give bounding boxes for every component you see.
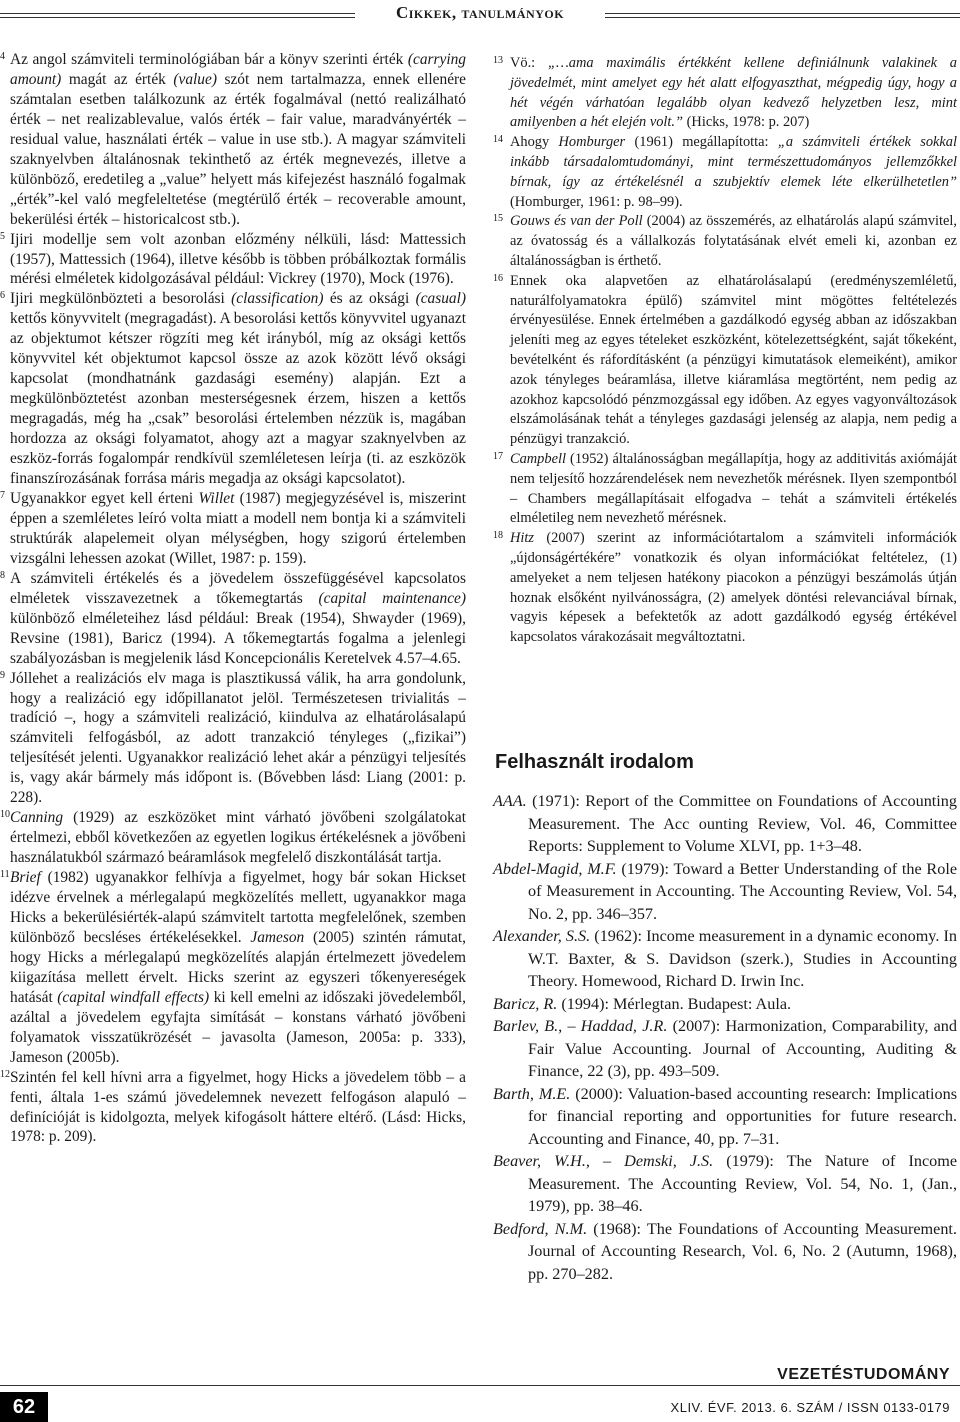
footnote-number: 14 (493, 134, 503, 146)
page-number: 62 (0, 1392, 48, 1422)
footnote-5 (0, 230, 466, 290)
reference-details: (1962): Income measurement in a dynamic economy. In W.T. Baxter, & S. Davidson (szerk.), Studies in Accounting Theory. Homewood, Richard D. Irwin Inc. (528, 927, 957, 990)
reference-entry (493, 1150, 957, 1218)
footnote-number: 7 (0, 489, 5, 501)
footnote-14 (493, 133, 957, 212)
footnote-text: (Hicks, 1978: p. 207) (683, 114, 810, 131)
reference-author: AAA. (493, 792, 527, 810)
footnote-number: 15 (493, 213, 503, 225)
footnote-text: Canning (10, 809, 64, 827)
right-column-footnotes (493, 54, 957, 648)
footnote-17 (493, 450, 957, 529)
footnote-text: Ugyanakkor egyet kell érteni (10, 489, 199, 507)
footnote-18 (493, 529, 957, 648)
footnote-number: 8 (0, 569, 5, 581)
footnote-text: (classification) (231, 290, 324, 308)
footnote-text: (value) (173, 70, 217, 88)
footnote-6 (0, 289, 466, 489)
reference-author: Baricz, R. (493, 994, 558, 1013)
footnote-text: Gouws és van der Poll (510, 213, 643, 230)
reference-entry (493, 925, 957, 993)
reference-entry (493, 790, 957, 858)
footnote-text: Willet (198, 489, 235, 507)
reference-list (493, 790, 957, 1285)
footnote-text: (capital maintenance) (318, 589, 466, 607)
reference-details: (2000): Valuation-based accounting research: Implications for financial reporting and opportunities for future research. Accounting and Finance, 40, pp. 7–31. (528, 1084, 957, 1148)
reference-details: (2007): Harmonization, Comparability, and Fair Value Accounting. Journal of Accounting, Auditing & Finance, 22 (3), pp. 493–509. (528, 1017, 957, 1080)
footnote-text: Homburger (558, 134, 626, 151)
issue-info: XLIV. ÉVF. 2013. 6. SZÁM / ISSN 0133-0179 (670, 1400, 950, 1415)
footnote-text: (carrying amount) (10, 51, 466, 88)
footnote-8 (0, 569, 466, 669)
reference-entry (493, 1015, 957, 1083)
footnote-4 (0, 50, 466, 230)
footnote-text: Ijiri megkülönbözteti a besorolási (10, 290, 232, 308)
footnote-text: és az oksági (323, 290, 416, 308)
footnote-text: Hitz (510, 530, 534, 547)
footnote-text: Vö.: (510, 55, 548, 71)
footnote-text: (1982) ugyanakkor felhívja a figyelmet, hogy bár sokan Hickset idézve érvelnek a mérlegalapú megközelítés mellett, ugyanakkor maga Hicks a bekerülésiérték-alapú számvitelt tartotta megfelelőnek, szemben különböző becsléses értékelésekkel. (10, 869, 466, 946)
reference-entry (493, 1218, 957, 1286)
footnote-text: kettős könyvvitelt (megragadást). A besorolási kettős könyvvitel ugyanazt az objektumot kétszer rögzíti meg két irányból, míg az oksági kettős könyvvitel két objektumot kapcsol össze az azok között lévő oksági kapcsolat (mondhatnánk gazdasági esemény) alapján. Ezt a megkülönböztetést azonban mesterségesnek érzem, hiszen a kettős megragadás, még ha „csak” besorolási értelemben nézzük is, magában hordozza az oksági folyamatot, ahogy azt a magyar szaknyelvben az eszköz-forrás fogalompár rendkívül szemléletesen leírja (ti. az eszközök finanszírozásának forrása máris megadja az oksági kapcsolatot). (10, 310, 466, 488)
footnote-9 (0, 669, 466, 809)
footnote-7 (0, 489, 466, 569)
footnote-number: 12 (0, 1068, 10, 1080)
footnote-16 (493, 272, 957, 450)
reference-author: Barlev, B., – Haddad, J.R. (493, 1017, 668, 1035)
footnote-text: (1987) megjegyzésével is, miszerint éppen a szemléletes leíró volta miatt a modell nem bontja ki a számviteli struktúrák alapelemeit olyan mélységben, hogy szigorú értelemben vizsgálni lehessen azokat (Willet, 1987: p. 159). (10, 489, 466, 567)
footnote-number: 10 (0, 809, 10, 821)
footnote-text: „a számviteli értékek sokkal inkább társadalomtudományi, mint természettudományos jellemzőkkel bírnak, így az értékelésnél a szubjektív elemek léte elkerülhetetlen” (510, 134, 957, 190)
footnote-text: (2004) az összemérés, az elhatárolás alapú számvitel, az óvatosság és a vállalkozás folytatásának elvét emeli ki, azonban ez általánosságban is érthető. (510, 213, 957, 269)
reference-author: Alexander, S.S. (493, 927, 591, 945)
footnote-text: különböző elméleteihez lásd például: Break (1954), Shwayder (1969), Revsine (1981), Baricz (1994). A tőkemegtartás fogalma a jelenlegi szabályozásban is megjelenik lásd Koncepcionális Keretelvek 4.57–4.65. (10, 609, 466, 667)
footnote-12 (0, 1068, 466, 1148)
footnote-13 (493, 54, 957, 133)
reference-details: (1979): Toward a Better Understanding of the Role of Measurement in Accounting. The Accounting Review, Vol. 54, No. 2, pp. 346–357. (528, 859, 957, 923)
footnote-text: (2005) szintén rámutat, hogy Hicks a mérlegalapú megközelítés alapján értelmezett jövedelem kiigazítása mellett érvelt. Hicks szerint az egyszeri tőkenyereségek hatását (10, 928, 466, 1006)
header-rule-left (0, 13, 355, 18)
footnote-text: A számviteli értékelés és a jövedelem összefüggésével kapcsolatos elméletek visszavezetnek a tőkemegtartás (10, 569, 466, 607)
reference-entry (493, 1083, 957, 1151)
footnote-11 (0, 868, 466, 1068)
footnote-text: Jameson (250, 928, 305, 946)
left-column-footnotes (0, 50, 466, 1147)
reference-entry (493, 993, 957, 1016)
footnote-number: 5 (0, 230, 5, 242)
footnote-number: 16 (493, 272, 503, 284)
journal-name: VEZETÉSTUDOMÁNY (777, 1366, 950, 1383)
footnote-number: 9 (0, 669, 5, 681)
footnote-text: Az angol számviteli terminológiában bár a könyv szerinti érték (10, 51, 408, 68)
footnote-number: 11 (0, 869, 10, 881)
footnote-text: magát az érték (61, 70, 174, 88)
footnote-text: (1952) általánosságban megállapítja, hogy az additivitás axiómáját nem teljesítő hozzárendelések nem nevezhetők mérésnek. Ilyen szempontból – Chambers megállapításait elfogadva – tehát a számviteli értékelés elméletileg nem nevezhető mérésnek. (510, 450, 957, 527)
footnote-10 (0, 808, 466, 868)
running-header (0, 2, 960, 28)
footnote-text: Ahogy (510, 134, 559, 151)
footnote-number: 17 (493, 450, 503, 462)
reference-author: Bedford, N.M. (493, 1219, 588, 1238)
reference-details: (1968): The Foundations of Accounting Measurement. Journal of Accounting Research, Vol. 6, No. 2 (Autumn, 1968), pp. 270–282. (528, 1219, 957, 1283)
reference-author: Abdel-Magid, M.F. (493, 859, 617, 878)
reference-details: (1979): The Nature of Income Measurement. The Accounting Review, Vol. 54, No. 1, (Jan., 1979), pp. 38–46. (528, 1152, 957, 1215)
footnote-text: Szintén fel kell hívni arra a figyelmet, hogy Hicks a jövedelem több – a fenti, általa 1-es számú jövedelemnek nevezett felfogáson alapuló – definícióját is kidolgozta, melyek kifogásolt háttere eltérő. (Lásd: Hicks, 1978: p. 209). (10, 1068, 466, 1146)
footnote-number: 13 (493, 55, 503, 66)
footnote-15 (493, 212, 957, 271)
footnote-text: szót nem tartalmazza, ennek ellenére számtalan esetben találkozunk az érték fogalmával (nettó realizálható érték – net realizablevalue, valós érték – fair value, maradványérték – residual value, használati érték – value in use stb.). A magyar számviteli szaknyelvben általánosnak tekinthető az érték megnevezés, illetve a különböző, eredetileg a „value” helyett más kifejezést használó fogalmak „érték”-kel való megfeleltetése (megtérülő érték – recoverable amount, bekerülési érték – historicalcost stb.). (10, 70, 466, 228)
reference-details: (1971): Report of the Committee on Foundations of Accounting Measurement. The Acc ounting Review, Vol. 46, Committee Reports: Supplement to Volume XLVI, pp. 1+3–48. (526, 792, 957, 855)
footnote-text: ki kell emelni az időszaki jövedelemből, azáltal a jövedelem egyfajta simítását – konstans várható jövőbeni folyamatok visszatükrözését – javasolta (Jameson, 2005a: p. 333), Jameson (2005b). (10, 988, 466, 1066)
footnote-text: (capital windfall effects) (57, 988, 210, 1006)
footnote-text: (2007) szerint az információtartalom a számviteli információk „újdonságértékére” vonatkozik és olyan információkat feltételez, (1) amelyeket a nem teljesen hatékony piacokon a pénzügyi beszámolás útján hoznak elsőként nyilvánosságra, (2) amelyek döntési relevanciával bírnak, vagyis képesek a befektetők az adott gazdálkodó egység értékével kapcsolatos várakozásait megváltoztatni. (510, 530, 957, 646)
section-title: Cikkek, tanulmányok (395, 3, 565, 22)
reference-details: (1994): Mérlegtan. Budapest: Aula. (557, 994, 792, 1013)
footnote-text: (1961) megállapította: (625, 134, 778, 151)
footnote-text: (Homburger, 1961: p. 98–99). (510, 193, 683, 210)
footer-rule (0, 1385, 960, 1386)
footnote-text: Campbell (510, 450, 566, 467)
footnote-number: 4 (0, 51, 5, 62)
footnote-text: Ijiri modellje sem volt azonban előzmény nélküli, lásd: Mattessich (1957), Mattessich (1964), illetve később is többen próbálkoztak formális mérési elméletek kidolgozásával például: Vickrey (1970), Mock (1976). (10, 230, 466, 288)
footnote-number: 18 (493, 530, 503, 542)
footnote-text: Ennek oka alapvetően az elhatárolásalapú (eredményszemléletű, naturálfolyamatokra épülő) számvitel mint mögöttes feltételezés érvényesülése. Ennek értelmében a gazdálkodó egység abban az időszakban jeleníti meg az egyes tételeket eszközként, kötelezettségként, saját tőkeként, bevételként és ráfordításként (a pénzügyi kimutatások elemeiként), amikor azok tényleges beáramlása, illetve kiáramlása megtörtént, nem pedig az azokhoz kapcsolódó pénzmozgással egy időben. Az egyes vagyonváltozások elszámolásának tehát a tényleges gazdasági jelenség az alapja, nem pedig a pénzügyi tranzakció. (510, 272, 957, 448)
footnote-text: Jóllehet a realizációs elv maga is plasztikussá válik, ha arra gondolunk, hogy a realizáció egy időpillanatot jelöl. Természetesen trivialitás – tradíció –, hogy a számviteli realizáció, kiindulva az elhatárolásalapú számviteli felfogásból, az adott tranzakció tényleges („fizikai”) teljesítését jelenti. Ugyanakkor realizáció lehet akár a pénzügyi teljesítés is, vagy akár bármely más időpont is. (Bővebben lásd: Liang (2001: p. 228). (10, 669, 466, 807)
footnote-text: (casual) (415, 290, 467, 308)
header-rule-right (605, 13, 960, 18)
reference-author: Barth, M.E. (493, 1084, 571, 1103)
footnote-text: (1929) az eszközöket mint várható jövőbeni szolgálatokat értelmezi, ebből következően az egyetlen logikus értékelésnek a jövőbeni használatukból származó beáramlások megfelelő diszkontálását tartja. (10, 809, 466, 867)
reference-entry (493, 858, 957, 926)
footnote-text: Brief (10, 869, 41, 887)
reference-author: Beaver, W.H., – Demski, J.S. (493, 1152, 714, 1170)
references-heading: Felhasznált irodalom (495, 751, 694, 773)
footnote-text: „…ama maximális értékként kellene definiálnunk valakinek a jövedelmét, mint amelyet egy hét alatt elfogyaszthat, mégpedig úgy, hogy a hét végén várhatóan legalább olyan kedvező helyzetben lesz, mint amilyenben a hét elején volt.” (510, 55, 957, 131)
footnote-number: 6 (0, 290, 5, 302)
